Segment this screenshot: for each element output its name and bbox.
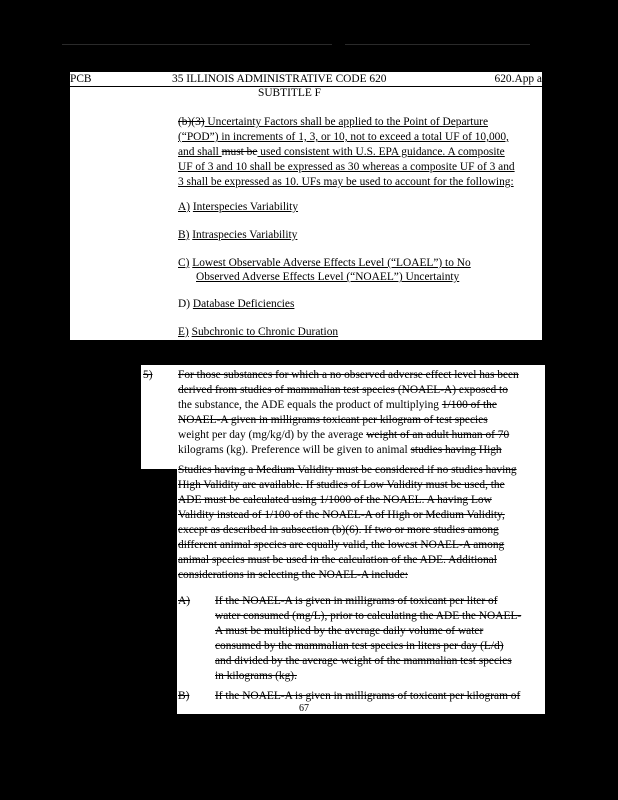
header-left: PCB bbox=[70, 73, 92, 85]
item-a-line: consumed by the mammalian test species in liters per day (L/d) bbox=[215, 640, 504, 652]
intro-line: (b)(3) Uncertainty Factors shall be applied to the Point of Departure bbox=[178, 116, 488, 128]
item-a-label: A) bbox=[178, 595, 191, 607]
section2-line: kilograms (kg). Preference will be given to animal studies having High bbox=[178, 444, 502, 456]
section3-line: ADE must be calculated using 1/1000 of the NOAEL. A having Low bbox=[178, 494, 492, 506]
item-a-line: water consumed (mg/L), prior to calculating the ADE the NOAEL- bbox=[215, 610, 522, 622]
section3-line: different animal species are equally valid, the lowest NOAEL-A among bbox=[178, 539, 505, 551]
top-rule-right bbox=[345, 44, 530, 45]
page-fragment-1 bbox=[70, 72, 542, 340]
header-center: 35 ILLINOIS ADMINISTRATIVE CODE 620 bbox=[172, 73, 387, 85]
header-right: 620.App a bbox=[494, 73, 542, 85]
item-a-line: A must be multiplied by the average daily volume of water bbox=[215, 625, 484, 637]
list-item-c: C) Lowest Observable Adverse Effects Level (“LOAEL”) to No bbox=[178, 257, 471, 269]
list-item-d: D) Database Deficiencies bbox=[178, 298, 295, 310]
section3-line: High Validity are available. If studies of Low Validity must be used, the bbox=[178, 479, 505, 491]
intro-line: UF of 3 and 10 shall be expressed as 30 whereas a composite UF of 3 and bbox=[178, 161, 515, 173]
intro-line: 3 shall be expressed as 10. UFs may be used to account for the following: bbox=[178, 176, 514, 188]
header-subtitle: SUBTITLE F bbox=[258, 87, 321, 99]
section2-line: For those substances for which a no observed adverse effect level has been bbox=[178, 369, 519, 381]
section3-line: animal species must be used in the calculation of the ADE. Additional bbox=[178, 554, 497, 566]
section3-line: Validity instead of 1/100 of the NOAEL-A of High or Medium Validity, bbox=[178, 509, 505, 521]
item-b-line: If the NOAEL-A is given in milligrams of toxicant per kilogram of bbox=[215, 690, 521, 702]
item-a-line: If the NOAEL-A is given in milligrams of toxicant per liter of bbox=[215, 595, 498, 607]
intro-line: and shall must be used consistent with U.S. EPA guidance. A composite bbox=[178, 146, 505, 158]
section3-line: except as described in subsection (b)(6). If two or more studies among bbox=[178, 524, 499, 536]
list-item-e: E) Subchronic to Chronic Duration bbox=[178, 326, 339, 338]
section3-line: Studies having a Medium Validity must be considered if no studies having bbox=[178, 464, 517, 476]
top-rule-left bbox=[62, 44, 332, 45]
page-number: 67 bbox=[299, 703, 309, 714]
page-fragment-2 bbox=[141, 365, 545, 469]
section2-line: derived from studies of mammalian test species (NOAEL-A) exposed to bbox=[178, 384, 508, 396]
section2-line: NOAEL-A given in milligrams toxicant per kilogram of test species bbox=[178, 414, 488, 426]
section2-label: 5) bbox=[143, 369, 153, 381]
section2-line: the substance, the ADE equals the product of multiplying 1/100 of the bbox=[178, 399, 497, 411]
list-item-b: B) Intraspecies Variability bbox=[178, 229, 298, 241]
list-item-a: A) Interspecies Variability bbox=[178, 201, 299, 213]
page-fragment-3 bbox=[177, 457, 545, 714]
section3-line: considerations in selecting the NOAEL-A include: bbox=[178, 569, 408, 581]
item-a-line: and divided by the average weight of the mammalian test species bbox=[215, 655, 512, 667]
item-b-label: B) bbox=[178, 690, 190, 702]
list-item-c-cont: Observed Adverse Effects Level (“NOAEL”) Uncertainty bbox=[196, 271, 460, 283]
intro-line: (“POD”) in increments of 1, 3, or 10, not to exceed a total UF of 10,000, bbox=[178, 131, 509, 143]
item-a-line: in kilograms (kg). bbox=[215, 670, 297, 682]
section2-line: weight per day (mg/kg/d) by the average weight of an adult human of 70 bbox=[178, 429, 510, 441]
